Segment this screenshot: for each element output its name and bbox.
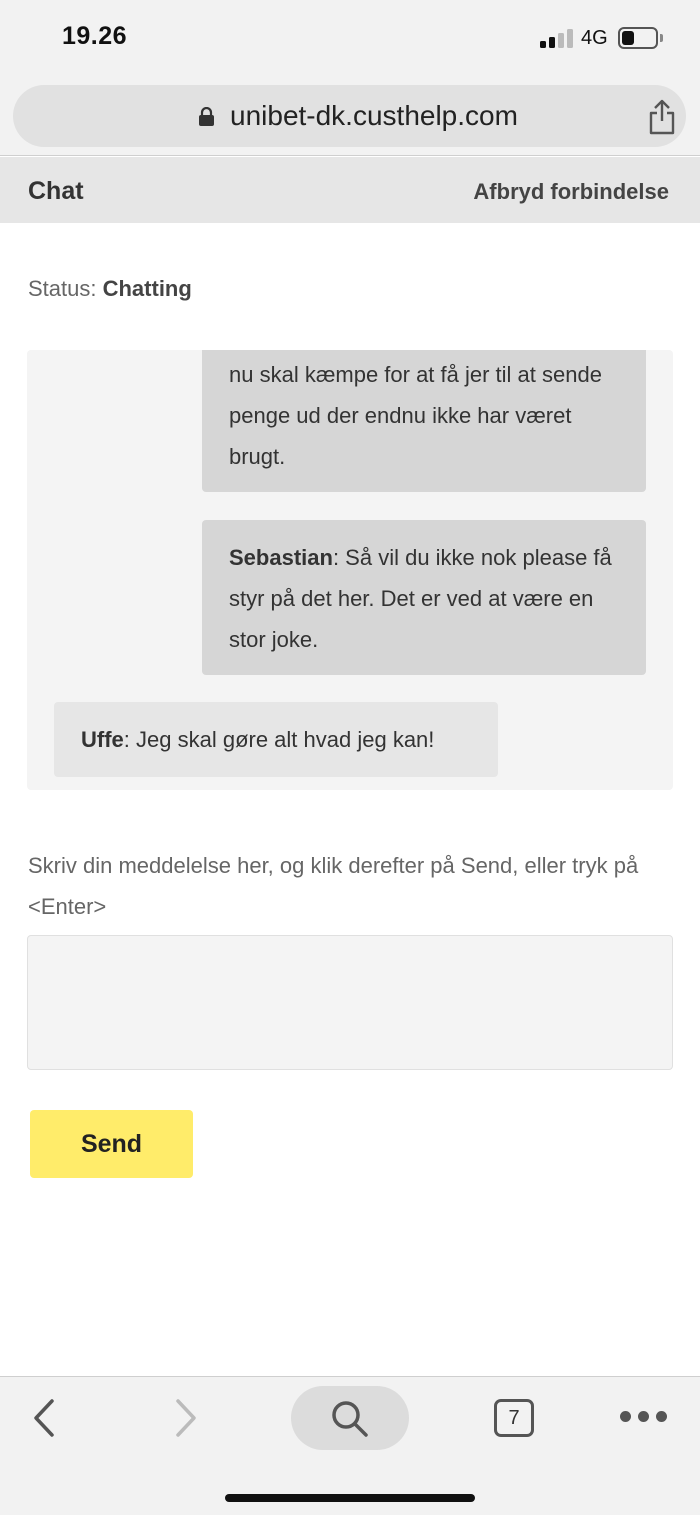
composer-instructions: Skriv din meddelelse her, og klik derefter på Send, eller tryk på <Enter> <box>28 853 639 919</box>
message-author: Sebastian <box>229 545 333 570</box>
status-value: Chatting <box>102 276 192 301</box>
ios-status-bar <box>0 0 700 78</box>
status-time: 19.26 <box>62 22 128 50</box>
message-text: Så vil du ikke nok please få styr på det her. Det er ved at være en stor joke. <box>229 545 612 652</box>
message-input[interactable] <box>27 935 673 1070</box>
network-type: 4G <box>581 27 608 49</box>
chevron-left-icon[interactable] <box>30 1397 60 1439</box>
search-icon <box>329 1398 371 1440</box>
message-separator: : <box>332 545 340 570</box>
send-button[interactable]: Send <box>30 1110 193 1178</box>
lock-icon <box>198 107 215 126</box>
chat-header <box>0 157 700 223</box>
home-indicator <box>225 1494 475 1502</box>
chat-title: Chat <box>28 177 84 205</box>
chat-log[interactable] <box>27 350 673 790</box>
tabs-button[interactable]: 7 <box>494 1399 534 1437</box>
search-button[interactable] <box>291 1386 409 1450</box>
url-text[interactable]: unibet-dk.custhelp.com <box>230 100 518 131</box>
battery-icon <box>618 27 658 49</box>
disconnect-link[interactable]: Afbryd forbindelse <box>473 179 669 204</box>
status-label: Status: <box>28 276 97 301</box>
message-text: Jeg skal gøre alt hvad jeg kan! <box>129 727 435 752</box>
chat-message-outgoing <box>202 350 646 492</box>
message-separator: : <box>123 727 130 752</box>
more-dots-icon[interactable] <box>620 1409 668 1423</box>
signal-bars-icon <box>540 28 574 48</box>
browser-address-area <box>0 78 700 156</box>
chat-message-incoming <box>54 702 498 777</box>
battery-tip <box>660 34 663 42</box>
chevron-right-icon[interactable] <box>170 1397 200 1439</box>
chat-status <box>28 276 192 302</box>
chat-message-outgoing <box>202 520 646 675</box>
address-bar[interactable] <box>13 85 686 147</box>
share-icon[interactable] <box>647 99 677 135</box>
message-text: nu skal kæmpe for at få jer til at sende penge ud der endnu ikke har været brugt. <box>229 362 602 469</box>
message-author: Uffe <box>81 727 124 752</box>
